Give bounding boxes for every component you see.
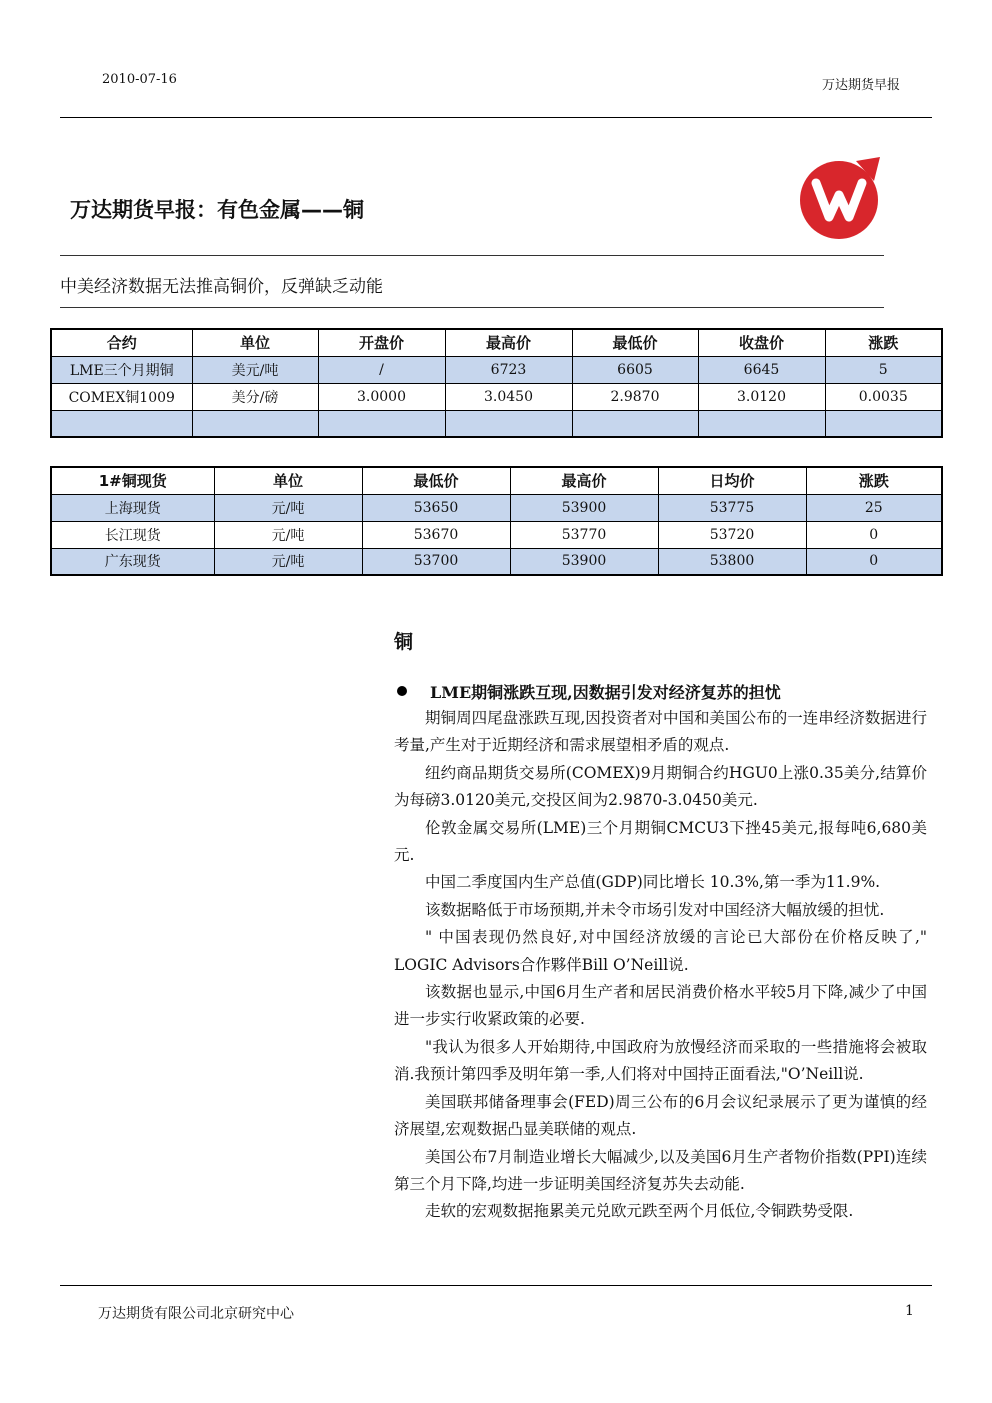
table-row [51, 383, 942, 410]
futures-table-header [51, 329, 942, 356]
wanda-logo-icon [796, 155, 882, 241]
table-cell: 长江现货 [51, 521, 214, 548]
table-row [51, 548, 942, 575]
table-cell: 0 [806, 521, 942, 548]
table-cell: 2.9870 [572, 383, 698, 410]
column-header: 最高价 [510, 467, 658, 494]
article-paragraph: 该数据也显示,中国6月生产者和居民消费价格水平较5月下降,减少了中国进一步实行收紧政策的必要. [394, 983, 927, 1029]
table-cell [698, 410, 825, 437]
table-cell [572, 410, 698, 437]
page-number: 1 [905, 1303, 914, 1319]
section-heading: 铜 [394, 631, 414, 653]
table-row [51, 356, 942, 383]
table-cell: 美分/磅 [192, 383, 318, 410]
column-header: 涨跌 [806, 467, 942, 494]
table-cell: 53720 [658, 521, 806, 548]
table-cell: 0 [806, 548, 942, 575]
table-cell: 美元/吨 [192, 356, 318, 383]
table-row [51, 521, 942, 548]
footer-divider [60, 1285, 932, 1286]
article-paragraph: 美国公布7月制造业增长大幅减少,以及美国6月生产者物价指数(PPI)连续第三个月下降,均进一步证明美国经济复苏失去动能. [394, 1147, 927, 1193]
table-cell: 53900 [510, 494, 658, 521]
table-cell: 53800 [658, 548, 806, 575]
column-header: 最低价 [572, 329, 698, 356]
article-paragraph: 该数据略低于市场预期,并未令市场引发对中国经济大幅放缓的担忧. [425, 900, 885, 919]
article-paragraph: 伦敦金属交易所(LME)三个月期铜CMCU3下挫45美元,报每吨6,680美元. [394, 818, 927, 865]
table-cell [825, 410, 942, 437]
table-cell [445, 410, 572, 437]
article-paragraph: 纽约商品期货交易所(COMEX)9月期铜合约HGU0上涨0.35美分,结算价为每磅3.0120美元,交投区间为2.9870-3.0450美元. [394, 763, 927, 810]
article-paragraph: 中国二季度国内生产总值(GDP)同比增长 10.3%,第一季为11.9%. [425, 873, 881, 892]
article-paragraph: 美国联邦储备理事会(FED)周三公布的6月会议纪录展示了更为谨慎的经济展望,宏观数据凸显美联储的观点. [394, 1092, 927, 1139]
subtitle-divider [60, 307, 884, 308]
table-cell: 6723 [445, 356, 572, 383]
report-title: 万达期货早报：有色金属——铜 [70, 198, 364, 222]
table-cell: 25 [806, 494, 942, 521]
table-row [51, 494, 942, 521]
table-cell [318, 410, 445, 437]
column-header: 最低价 [362, 467, 510, 494]
article-paragraph: 走软的宏观数据拖累美元兑欧元跌至两个月低位,令铜跌势受限. [425, 1202, 854, 1221]
footer-organization: 万达期货有限公司北京研究中心 [98, 1306, 294, 1322]
column-header: 日均价 [658, 467, 806, 494]
table-cell: 3.0120 [698, 383, 825, 410]
spot-table-header [51, 467, 942, 494]
article-paragraph: 期铜周四尾盘涨跌互现,因投资者对中国和美国公布的一连串经济数据进行考量,产生对于近期经济和需求展望相矛盾的观点. [394, 709, 927, 755]
table-cell: 元/吨 [214, 494, 362, 521]
column-header: 收盘价 [698, 329, 825, 356]
spot-price-table [50, 466, 943, 576]
table-cell: 53670 [362, 521, 510, 548]
table-cell: 5 [825, 356, 942, 383]
header-divider [60, 117, 932, 118]
table-cell: 6605 [572, 356, 698, 383]
bullet-headline: LME期铜涨跌互现,因数据引发对经济复苏的担忧 [430, 683, 781, 702]
column-header: 合约 [51, 329, 192, 356]
report-subtitle: 中美经济数据无法推高铜价，反弹缺乏动能 [60, 277, 383, 297]
publication-name: 万达期货早报 [821, 78, 900, 93]
article-paragraph: " 中国表现仍然良好,对中国经济放缓的言论已大部份在价格反映了," LOGIC Advisors合作夥伴Bill O’Neill说. [394, 928, 927, 974]
table-cell: 53900 [510, 548, 658, 575]
table-cell: 6645 [698, 356, 825, 383]
column-header: 最高价 [445, 329, 572, 356]
table-cell: 上海现货 [51, 494, 214, 521]
table-cell: 53770 [510, 521, 658, 548]
article-paragraph: "我认为很多人开始期待,中国政府为放慢经济而采取的一些措施将会被取消.我预计第四季及明年第一季,人们将对中国持正面看法,"O’Neill说. [394, 1037, 927, 1084]
table-cell: LME三个月期铜 [51, 356, 192, 383]
table-cell: 元/吨 [214, 521, 362, 548]
table-cell: 53775 [658, 494, 806, 521]
table-cell: 3.0000 [318, 383, 445, 410]
table-cell: 53650 [362, 494, 510, 521]
table-cell: 0.0035 [825, 383, 942, 410]
column-header: 1#铜现货 [51, 467, 214, 494]
table-cell: / [318, 356, 445, 383]
report-date: 2010-07-16 [102, 72, 177, 87]
column-header: 涨跌 [825, 329, 942, 356]
table-cell: 53700 [362, 548, 510, 575]
column-header: 单位 [192, 329, 318, 356]
column-header: 单位 [214, 467, 362, 494]
table-cell: 元/吨 [214, 548, 362, 575]
article-body [394, 705, 927, 1226]
bullet-icon [397, 686, 407, 696]
column-header: 开盘价 [318, 329, 445, 356]
table-cell [51, 410, 192, 437]
futures-price-table [50, 328, 943, 438]
table-cell [192, 410, 318, 437]
table-cell: COMEX铜1009 [51, 383, 192, 410]
title-divider [60, 255, 884, 256]
table-cell: 广东现货 [51, 548, 214, 575]
table-row [51, 410, 942, 437]
table-cell: 3.0450 [445, 383, 572, 410]
